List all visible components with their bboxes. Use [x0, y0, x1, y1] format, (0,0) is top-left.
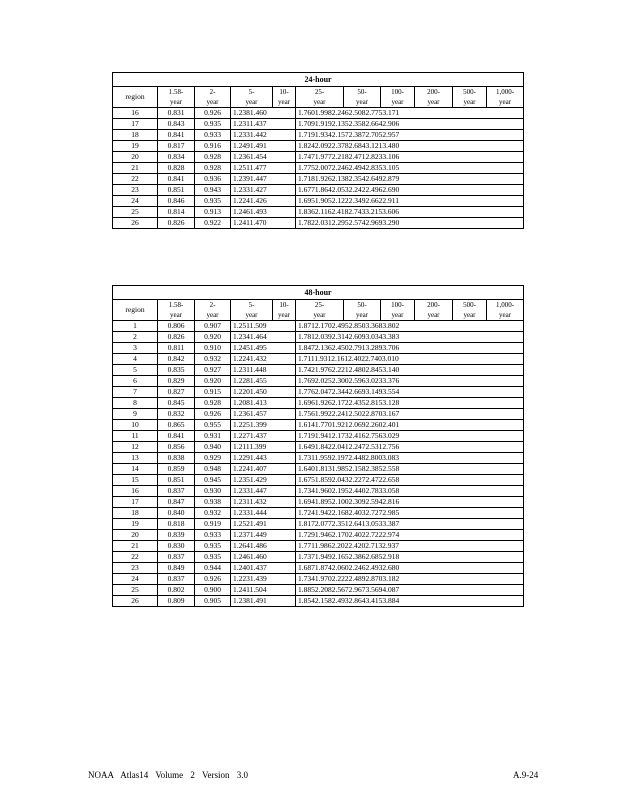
- value-cell: 1.8542.1582.4932.8643.4153.884: [296, 596, 524, 607]
- value-cell: 1.2461.493: [231, 207, 296, 218]
- region-cell: 14: [113, 464, 158, 475]
- value-cell: 1.2511.477: [231, 163, 296, 174]
- value-cell: 0.802: [158, 585, 195, 596]
- col-header: 1,000- year: [487, 300, 524, 321]
- region-cell: 25: [113, 207, 158, 218]
- value-cell: 0.928: [195, 163, 231, 174]
- table-row: [113, 119, 524, 130]
- table-row: [113, 141, 524, 152]
- region-cell: 18: [113, 130, 158, 141]
- value-cell: 1.2511.509: [231, 321, 296, 332]
- table-48-hour: [112, 285, 524, 607]
- region-cell: 18: [113, 508, 158, 519]
- col-header: 1.58- year: [158, 87, 195, 108]
- value-cell: 0.932: [195, 354, 231, 365]
- region-cell: 13: [113, 453, 158, 464]
- table-row: [113, 163, 524, 174]
- region-cell: 12: [113, 442, 158, 453]
- value-cell: 1.2351.429: [231, 475, 296, 486]
- value-cell: 0.847: [158, 497, 195, 508]
- value-cell: 0.845: [158, 398, 195, 409]
- value-cell: 0.955: [195, 420, 231, 431]
- table-row: [113, 585, 524, 596]
- value-cell: 0.926: [195, 574, 231, 585]
- table-row: [113, 409, 524, 420]
- value-cell: 1.2281.455: [231, 376, 296, 387]
- table-row: [113, 530, 524, 541]
- region-cell: 21: [113, 163, 158, 174]
- table-row: [113, 152, 524, 163]
- col-header: 50- year: [344, 87, 381, 108]
- value-cell: 1.2311.448: [231, 365, 296, 376]
- value-cell: 0.841: [158, 130, 195, 141]
- value-cell: 0.910: [195, 343, 231, 354]
- region-cell: 19: [113, 141, 158, 152]
- value-cell: 1.8472.1362.4502.7913.2893.706: [296, 343, 524, 354]
- table-row: [113, 185, 524, 196]
- table-row: [113, 108, 524, 119]
- table-row: [113, 431, 524, 442]
- value-cell: 1.2241.432: [231, 354, 296, 365]
- table-title: 48-hour: [113, 286, 524, 300]
- value-cell: 1.7341.9702.2222.4892.8703.182: [296, 574, 524, 585]
- value-cell: 0.922: [195, 218, 231, 229]
- table-row: [113, 130, 524, 141]
- col-header: 200- year: [415, 87, 453, 108]
- value-cell: 0.851: [158, 185, 195, 196]
- value-cell: 0.940: [195, 442, 231, 453]
- value-cell: 0.846: [158, 196, 195, 207]
- col-header: 10- year: [273, 300, 296, 321]
- value-cell: 1.2331.447: [231, 486, 296, 497]
- value-cell: 0.927: [195, 365, 231, 376]
- table-row: [113, 343, 524, 354]
- col-header: 25- year: [296, 87, 344, 108]
- value-cell: 0.920: [195, 376, 231, 387]
- value-cell: 1.2491.491: [231, 141, 296, 152]
- table-row: [113, 541, 524, 552]
- value-cell: 1.2241.426: [231, 196, 296, 207]
- region-cell: 16: [113, 486, 158, 497]
- col-header: 200- year: [415, 300, 453, 321]
- col-header: 100- year: [381, 87, 415, 108]
- value-cell: 1.2371.449: [231, 530, 296, 541]
- table-row: [113, 174, 524, 185]
- value-cell: 1.2381.491: [231, 596, 296, 607]
- value-cell: 0.826: [158, 218, 195, 229]
- table-row: [113, 332, 524, 343]
- footer-citation: NOAA Atlas14 Volume 2 Version 3.0: [88, 770, 249, 780]
- region-header: region: [113, 300, 158, 321]
- region-cell: 17: [113, 119, 158, 130]
- table-row: [113, 321, 524, 332]
- value-cell: 1.6871.8742.0602.2462.4932.680: [296, 563, 524, 574]
- value-cell: 0.943: [195, 185, 231, 196]
- value-cell: 0.907: [195, 321, 231, 332]
- value-cell: 1.7191.9342.1572.3872.7052.957: [296, 130, 524, 141]
- table-row: [113, 218, 524, 229]
- table-24-hour: [112, 72, 524, 229]
- region-cell: 8: [113, 398, 158, 409]
- value-cell: 1.2401.437: [231, 563, 296, 574]
- region-cell: 24: [113, 196, 158, 207]
- table-row: [113, 508, 524, 519]
- value-cell: 0.859: [158, 464, 195, 475]
- region-cell: 9: [113, 409, 158, 420]
- value-cell: 1.7601.9982.2462.5082.7753.171: [296, 108, 524, 119]
- table-row: [113, 497, 524, 508]
- value-cell: 1.2411.470: [231, 218, 296, 229]
- value-cell: 0.928: [195, 398, 231, 409]
- value-cell: 1.7291.9462.1702.4022.7222.974: [296, 530, 524, 541]
- value-cell: 0.905: [195, 596, 231, 607]
- value-cell: 0.817: [158, 141, 195, 152]
- table-row: [113, 552, 524, 563]
- value-cell: 1.7752.0072.2462.4942.8353.105: [296, 163, 524, 174]
- value-cell: 1.6771.8642.0532.2422.4962.690: [296, 185, 524, 196]
- region-cell: 21: [113, 541, 158, 552]
- value-cell: 1.2461.460: [231, 552, 296, 563]
- value-cell: 0.933: [195, 530, 231, 541]
- value-cell: 1.2311.437: [231, 119, 296, 130]
- value-cell: 1.7561.9922.2412.5022.8703.167: [296, 409, 524, 420]
- value-cell: 1.2381.460: [231, 108, 296, 119]
- value-cell: 1.8852.2082.5672.9673.5694.087: [296, 585, 524, 596]
- region-cell: 22: [113, 552, 158, 563]
- col-header: 50- year: [344, 300, 381, 321]
- value-cell: 0.843: [158, 119, 195, 130]
- region-cell: 22: [113, 174, 158, 185]
- value-cell: 0.838: [158, 453, 195, 464]
- value-cell: 0.840: [158, 508, 195, 519]
- value-cell: 0.865: [158, 420, 195, 431]
- header-row: [113, 87, 524, 108]
- value-cell: 0.856: [158, 442, 195, 453]
- value-cell: 0.829: [158, 376, 195, 387]
- value-cell: 1.6491.8422.0412.2472.5312.756: [296, 442, 524, 453]
- value-cell: 1.2251.399: [231, 420, 296, 431]
- value-cell: 0.926: [195, 409, 231, 420]
- page-number: A.9-24: [513, 770, 539, 780]
- table-row: [113, 486, 524, 497]
- value-cell: 0.818: [158, 519, 195, 530]
- value-cell: 1.2331.444: [231, 508, 296, 519]
- value-cell: 0.839: [158, 530, 195, 541]
- value-cell: 1.6401.8131.9852.1582.3852.558: [296, 464, 524, 475]
- value-cell: 0.915: [195, 387, 231, 398]
- value-cell: 0.935: [195, 196, 231, 207]
- col-header: 2- year: [195, 300, 231, 321]
- col-header: 5- year: [231, 300, 273, 321]
- value-cell: 0.933: [195, 130, 231, 141]
- value-cell: 0.849: [158, 563, 195, 574]
- table-row: [113, 376, 524, 387]
- value-cell: 1.7111.9312.1612.4022.7403.010: [296, 354, 524, 365]
- table-row: [113, 207, 524, 218]
- table-row: [113, 453, 524, 464]
- region-cell: 2: [113, 332, 158, 343]
- value-cell: 1.8172.0772.3512.6413.0533.387: [296, 519, 524, 530]
- value-cell: 1.6951.9052.1222.3492.6622.911: [296, 196, 524, 207]
- region-cell: 3: [113, 343, 158, 354]
- region-header: region: [113, 87, 158, 108]
- value-cell: 1.2231.439: [231, 574, 296, 585]
- value-cell: 1.2341.464: [231, 332, 296, 343]
- value-cell: 1.6961.9262.1722.4352.8153.128: [296, 398, 524, 409]
- table-row: [113, 354, 524, 365]
- value-cell: 0.842: [158, 354, 195, 365]
- value-cell: 0.809: [158, 596, 195, 607]
- value-cell: 1.2111.399: [231, 442, 296, 453]
- value-cell: 0.837: [158, 486, 195, 497]
- region-cell: 20: [113, 530, 158, 541]
- region-cell: 25: [113, 585, 158, 596]
- value-cell: 0.926: [195, 108, 231, 119]
- region-cell: 16: [113, 108, 158, 119]
- value-cell: 1.2521.491: [231, 519, 296, 530]
- region-cell: 23: [113, 563, 158, 574]
- table-row: [113, 519, 524, 530]
- col-header: 1.58- year: [158, 300, 195, 321]
- col-header: 500- year: [453, 300, 487, 321]
- value-cell: 1.2451.495: [231, 343, 296, 354]
- table-title: 24-hour: [113, 73, 524, 87]
- value-cell: 1.2331.427: [231, 185, 296, 196]
- value-cell: 0.835: [158, 365, 195, 376]
- value-cell: 1.2311.432: [231, 497, 296, 508]
- value-cell: 0.811: [158, 343, 195, 354]
- region-cell: 26: [113, 218, 158, 229]
- value-cell: 1.7421.9762.2212.4802.8453.140: [296, 365, 524, 376]
- value-cell: 0.834: [158, 152, 195, 163]
- value-cell: 1.2331.442: [231, 130, 296, 141]
- value-cell: 1.7711.9862.2022.4202.7132.937: [296, 541, 524, 552]
- region-cell: 23: [113, 185, 158, 196]
- value-cell: 0.935: [195, 552, 231, 563]
- value-cell: 0.900: [195, 585, 231, 596]
- region-cell: 5: [113, 365, 158, 376]
- table-row: [113, 398, 524, 409]
- value-cell: 1.6751.8592.0432.2272.4722.658: [296, 475, 524, 486]
- value-cell: 0.929: [195, 453, 231, 464]
- value-cell: 1.7091.9192.1352.3582.6642.906: [296, 119, 524, 130]
- col-header: 1,000- year: [487, 87, 524, 108]
- region-cell: 24: [113, 574, 158, 585]
- value-cell: 0.827: [158, 387, 195, 398]
- value-cell: 1.2641.486: [231, 541, 296, 552]
- table-row: [113, 442, 524, 453]
- value-cell: 1.7191.9412.1732.4162.7563.029: [296, 431, 524, 442]
- region-cell: 11: [113, 431, 158, 442]
- region-cell: 20: [113, 152, 158, 163]
- value-cell: 0.826: [158, 332, 195, 343]
- table-row: [113, 475, 524, 486]
- value-cell: 0.938: [195, 497, 231, 508]
- value-cell: 0.806: [158, 321, 195, 332]
- value-cell: 0.841: [158, 174, 195, 185]
- value-cell: 1.8362.1162.4182.7433.2153.606: [296, 207, 524, 218]
- value-cell: 1.2271.437: [231, 431, 296, 442]
- table-row: [113, 420, 524, 431]
- value-cell: 1.7241.9422.1682.4032.7272.985: [296, 508, 524, 519]
- col-header: 25- year: [296, 300, 344, 321]
- value-cell: 0.920: [195, 332, 231, 343]
- col-header: 500- year: [453, 87, 487, 108]
- value-cell: 1.7371.9492.1652.3862.6852.918: [296, 552, 524, 563]
- value-cell: 1.7692.0252.3002.5963.0233.376: [296, 376, 524, 387]
- region-cell: 6: [113, 376, 158, 387]
- value-cell: 1.2201.450: [231, 387, 296, 398]
- table-row: [113, 596, 524, 607]
- value-cell: 0.944: [195, 563, 231, 574]
- value-cell: 1.7762.0472.3442.6693.1493.554: [296, 387, 524, 398]
- value-cell: 0.913: [195, 207, 231, 218]
- col-header: 5- year: [231, 87, 273, 108]
- value-cell: 1.2411.504: [231, 585, 296, 596]
- value-cell: 0.945: [195, 475, 231, 486]
- value-cell: 0.930: [195, 486, 231, 497]
- value-cell: 1.7822.0312.2952.5742.9693.290: [296, 218, 524, 229]
- value-cell: 0.928: [195, 152, 231, 163]
- value-cell: 1.2241.407: [231, 464, 296, 475]
- value-cell: 1.2361.454: [231, 152, 296, 163]
- region-cell: 7: [113, 387, 158, 398]
- table-row: [113, 563, 524, 574]
- region-cell: 4: [113, 354, 158, 365]
- region-cell: 15: [113, 475, 158, 486]
- region-cell: 26: [113, 596, 158, 607]
- value-cell: 1.7812.0392.3142.6093.0343.383: [296, 332, 524, 343]
- value-cell: 0.851: [158, 475, 195, 486]
- value-cell: 1.8242.0922.3782.6843.1213.480: [296, 141, 524, 152]
- value-cell: 0.932: [195, 508, 231, 519]
- value-cell: 0.936: [195, 174, 231, 185]
- table-row: [113, 365, 524, 376]
- region-cell: 19: [113, 519, 158, 530]
- value-cell: 0.919: [195, 519, 231, 530]
- value-cell: 0.837: [158, 552, 195, 563]
- value-cell: 1.7471.9772.2182.4712.8233.106: [296, 152, 524, 163]
- header-row: [113, 300, 524, 321]
- value-cell: 1.7341.9602.1952.4402.7833.058: [296, 486, 524, 497]
- value-cell: 1.7311.9592.1972.4482.8003.083: [296, 453, 524, 464]
- value-cell: 0.931: [195, 431, 231, 442]
- value-cell: 0.832: [158, 409, 195, 420]
- col-header: 2- year: [195, 87, 231, 108]
- value-cell: 0.935: [195, 541, 231, 552]
- value-cell: 1.7181.9262.1382.3542.6492.879: [296, 174, 524, 185]
- region-cell: 10: [113, 420, 158, 431]
- value-cell: 1.2391.447: [231, 174, 296, 185]
- region-cell: 17: [113, 497, 158, 508]
- table-row: [113, 387, 524, 398]
- value-cell: 1.2081.413: [231, 398, 296, 409]
- region-cell: 1: [113, 321, 158, 332]
- value-cell: 1.8712.1702.4952.8503.3683.802: [296, 321, 524, 332]
- value-cell: 0.831: [158, 108, 195, 119]
- value-cell: 0.837: [158, 574, 195, 585]
- value-cell: 1.2361.457: [231, 409, 296, 420]
- value-cell: 0.948: [195, 464, 231, 475]
- value-cell: 0.828: [158, 163, 195, 174]
- table-row: [113, 574, 524, 585]
- value-cell: 0.916: [195, 141, 231, 152]
- value-cell: 0.830: [158, 541, 195, 552]
- value-cell: 0.814: [158, 207, 195, 218]
- value-cell: 1.2291.443: [231, 453, 296, 464]
- value-cell: 0.841: [158, 431, 195, 442]
- col-header: 10- year: [273, 87, 296, 108]
- table-row: [113, 196, 524, 207]
- table-row: [113, 464, 524, 475]
- col-header: 100- year: [381, 300, 415, 321]
- value-cell: 1.6941.8952.1002.3092.5942.816: [296, 497, 524, 508]
- value-cell: 1.6141.7701.9212.0692.2602.401: [296, 420, 524, 431]
- value-cell: 0.935: [195, 119, 231, 130]
